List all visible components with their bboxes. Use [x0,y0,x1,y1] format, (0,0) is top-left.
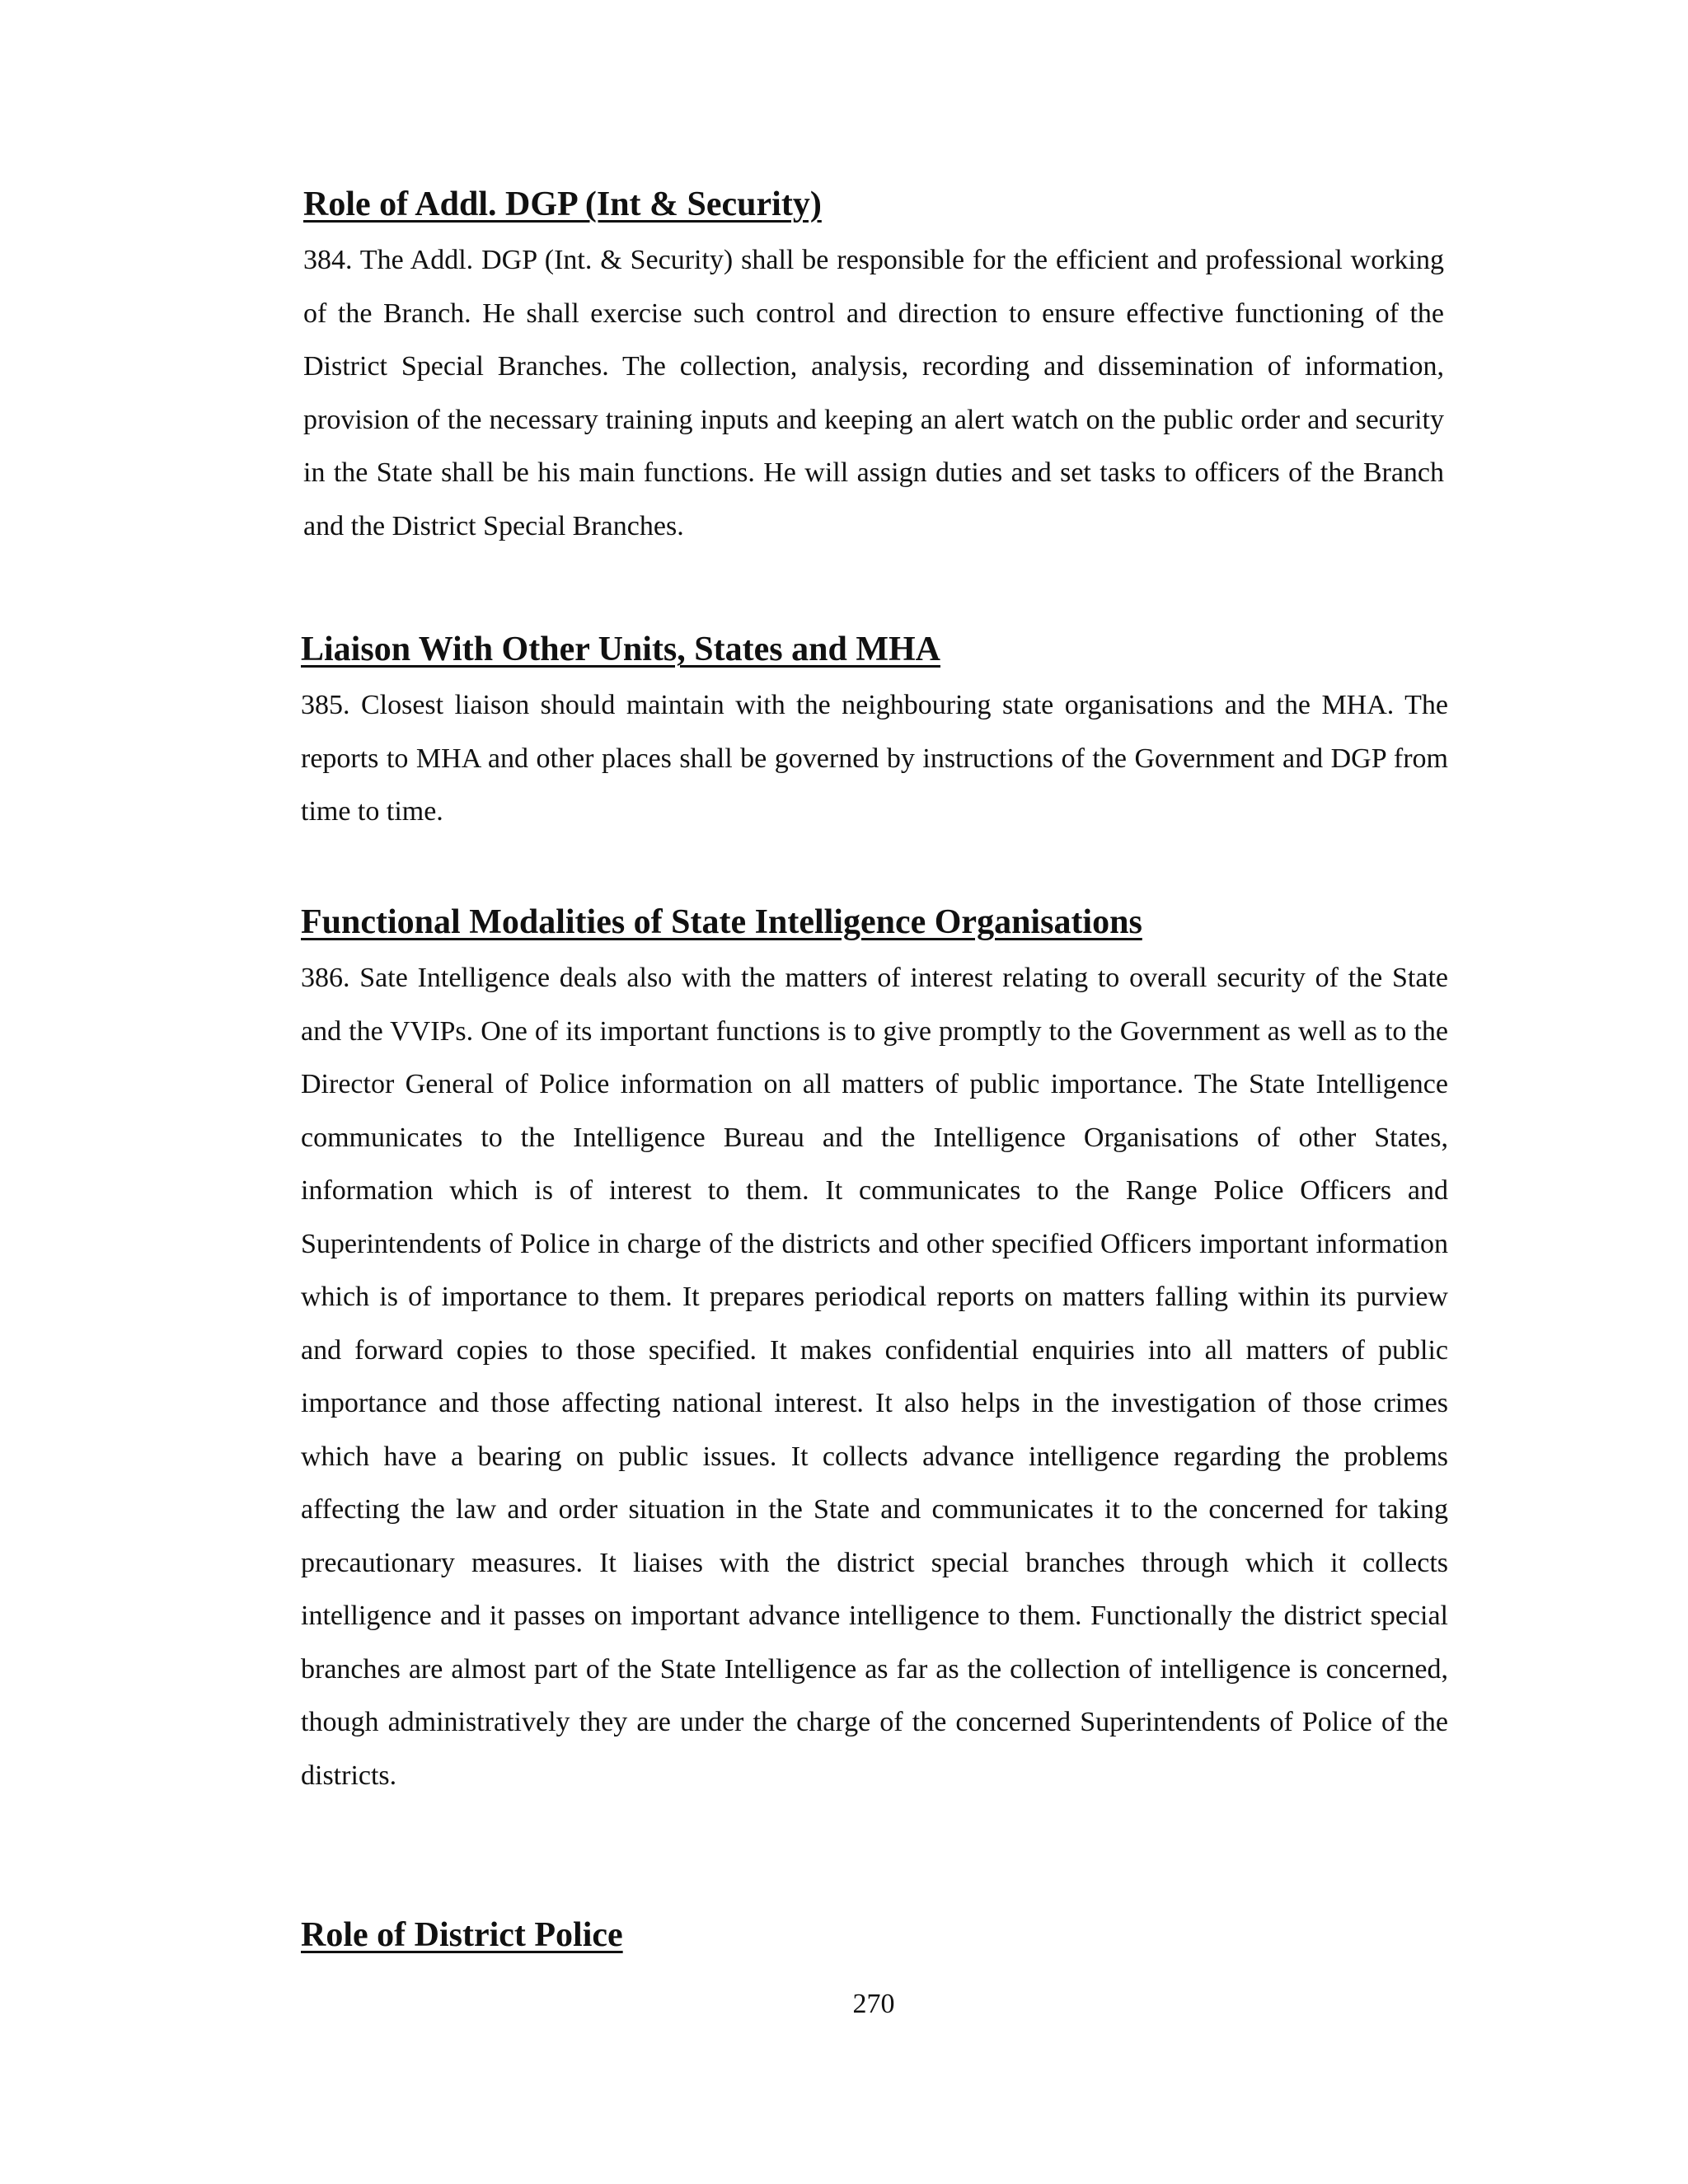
section-heading: Functional Modalities of State Intelligence Organisations [301,903,1142,941]
section-heading: Role of District Police [301,1916,623,1954]
section-liaison [301,628,1448,839]
section-functional-modalities [301,901,1448,1802]
section-paragraph: 386. Sate Intelligence deals also with the matters of interest relating to overall security of the State and the VVIPs. One of its important functions is to give promptly to the Government as well as to the Director General of Police information on all matters of public importance. The State Intelligence communicates to the Intelligence Bureau and the Intelligence Organisations of other States, information which is of interest to them. It communicates to the Range Police Officers and Superintendents of Police in charge of the districts and other specified Officers important information which is of importance to them. It prepares periodical reports on matters falling within its purview and forward copies to those specified. It makes confidential enquiries into all matters of public importance and those affecting national interest. It also helps in the investigation of those crimes which have a bearing on public issues. It collects advance intelligence regarding the problems affecting the law and order situation in the State and communicates it to the concerned for taking precautionary measures. It liaises with the district special branches through which it collects intelligence and it passes on important advance intelligence to them. Functionally the district special branches are almost part of the State Intelligence as far as the collection of intelligence is concerned, though administratively they are under the charge of the concerned Superintendents of Police of the districts. [301,963,1448,1791]
section-role-district-police [301,1914,1448,1957]
section-heading: Role of Addl. DGP (Int & Security) [303,185,822,223]
section-role-addl-dgp [303,183,1444,553]
section-heading: Liaison With Other Units, States and MHA [301,630,940,668]
page-number: 270 [852,1989,895,2019]
section-paragraph: 385. Closest liaison should maintain with the neighbouring state organisations and the MHA. The reports to MHA and other places shall be governed by instructions of the Government and DGP from time to time. [301,690,1448,827]
section-paragraph: 384. The Addl. DGP (Int. & Security) shall be responsible for the efficient and professional working of the Branch. He shall exercise such control and direction to ensure effective functioning of the District Special Branches. The collection, analysis, recording and dissemination of information, provision of the necessary training inputs and keeping an alert watch on the public order and security in the State shall be his main functions. He will assign duties and set tasks to officers of the Branch and the District Special Branches. [303,245,1444,541]
